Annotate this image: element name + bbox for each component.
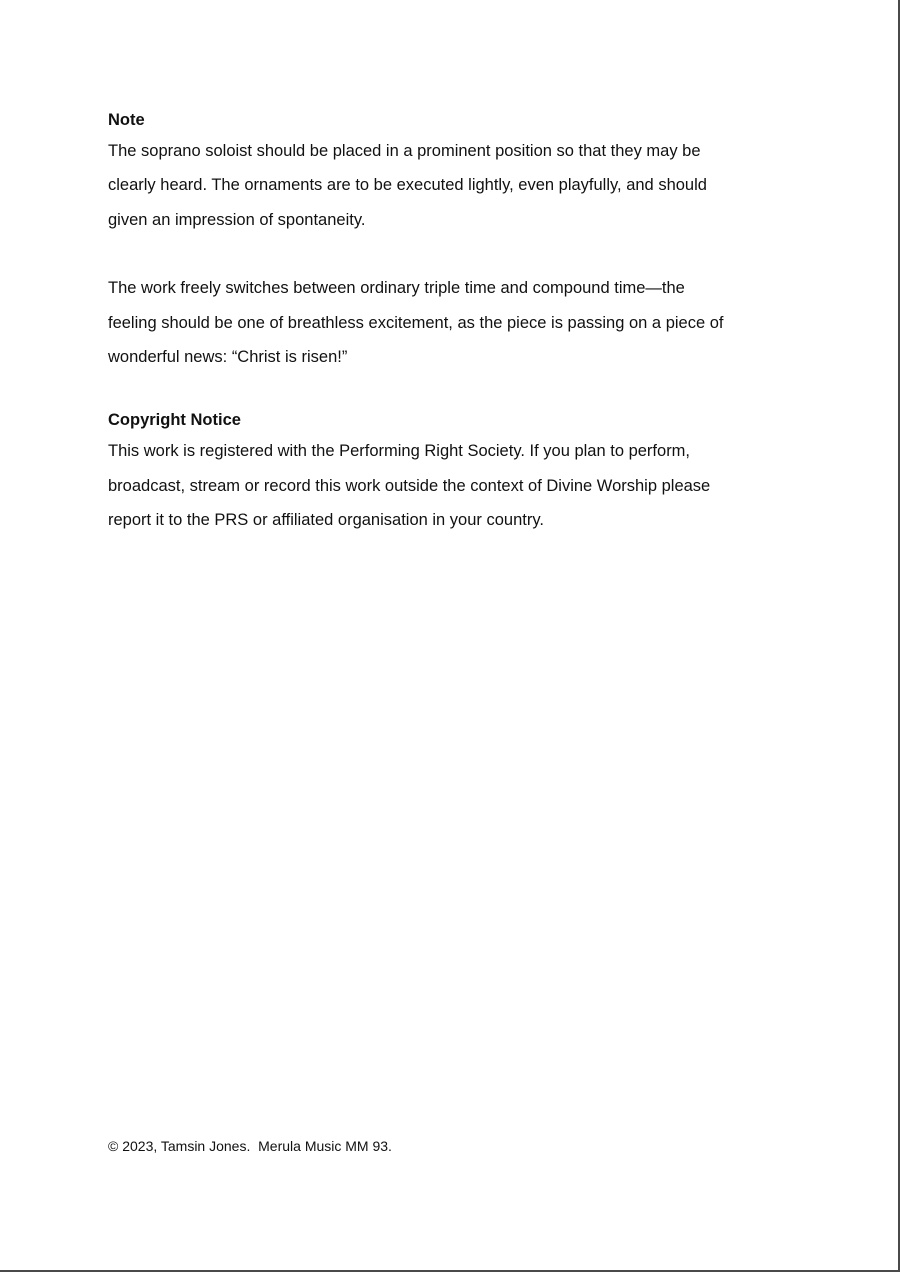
note-paragraph-1-line: given an impression of spontaneity. — [108, 210, 366, 229]
copyright-paragraph-line: broadcast, stream or record this work outside the context of Divine Worship please — [108, 476, 711, 495]
note-paragraph-2-line: wonderful news: “Christ is risen!” — [108, 348, 348, 367]
note-paragraph-2-line: feeling should be one of breathless excitement, as the piece is passing on a piece of — [108, 313, 724, 332]
copyright-paragraph-line: report it to the PRS or affiliated organisation in your country. — [108, 511, 544, 530]
page-content — [108, 108, 808, 538]
copyright-paragraph-line: This work is registered with the Performing Right Society. If you plan to perform, — [108, 442, 691, 461]
footer-copyright: © 2023, Tamsin Jones. Merula Music MM 93. — [108, 1138, 392, 1154]
copyright-paragraph — [108, 434, 808, 537]
note-heading: Note — [108, 111, 145, 129]
note-paragraph-1-line: The soprano soloist should be placed in a prominent position so that they may be — [108, 142, 701, 160]
copyright-heading: Copyright Notice — [108, 411, 241, 430]
note-paragraph-1 — [108, 134, 808, 237]
note-paragraph-2-line: The work freely switches between ordinary triple time and compound time—the — [108, 279, 685, 298]
note-paragraph-2 — [108, 271, 808, 374]
note-paragraph-1-line: clearly heard. The ornaments are to be executed lightly, even playfully, and should — [108, 176, 707, 195]
